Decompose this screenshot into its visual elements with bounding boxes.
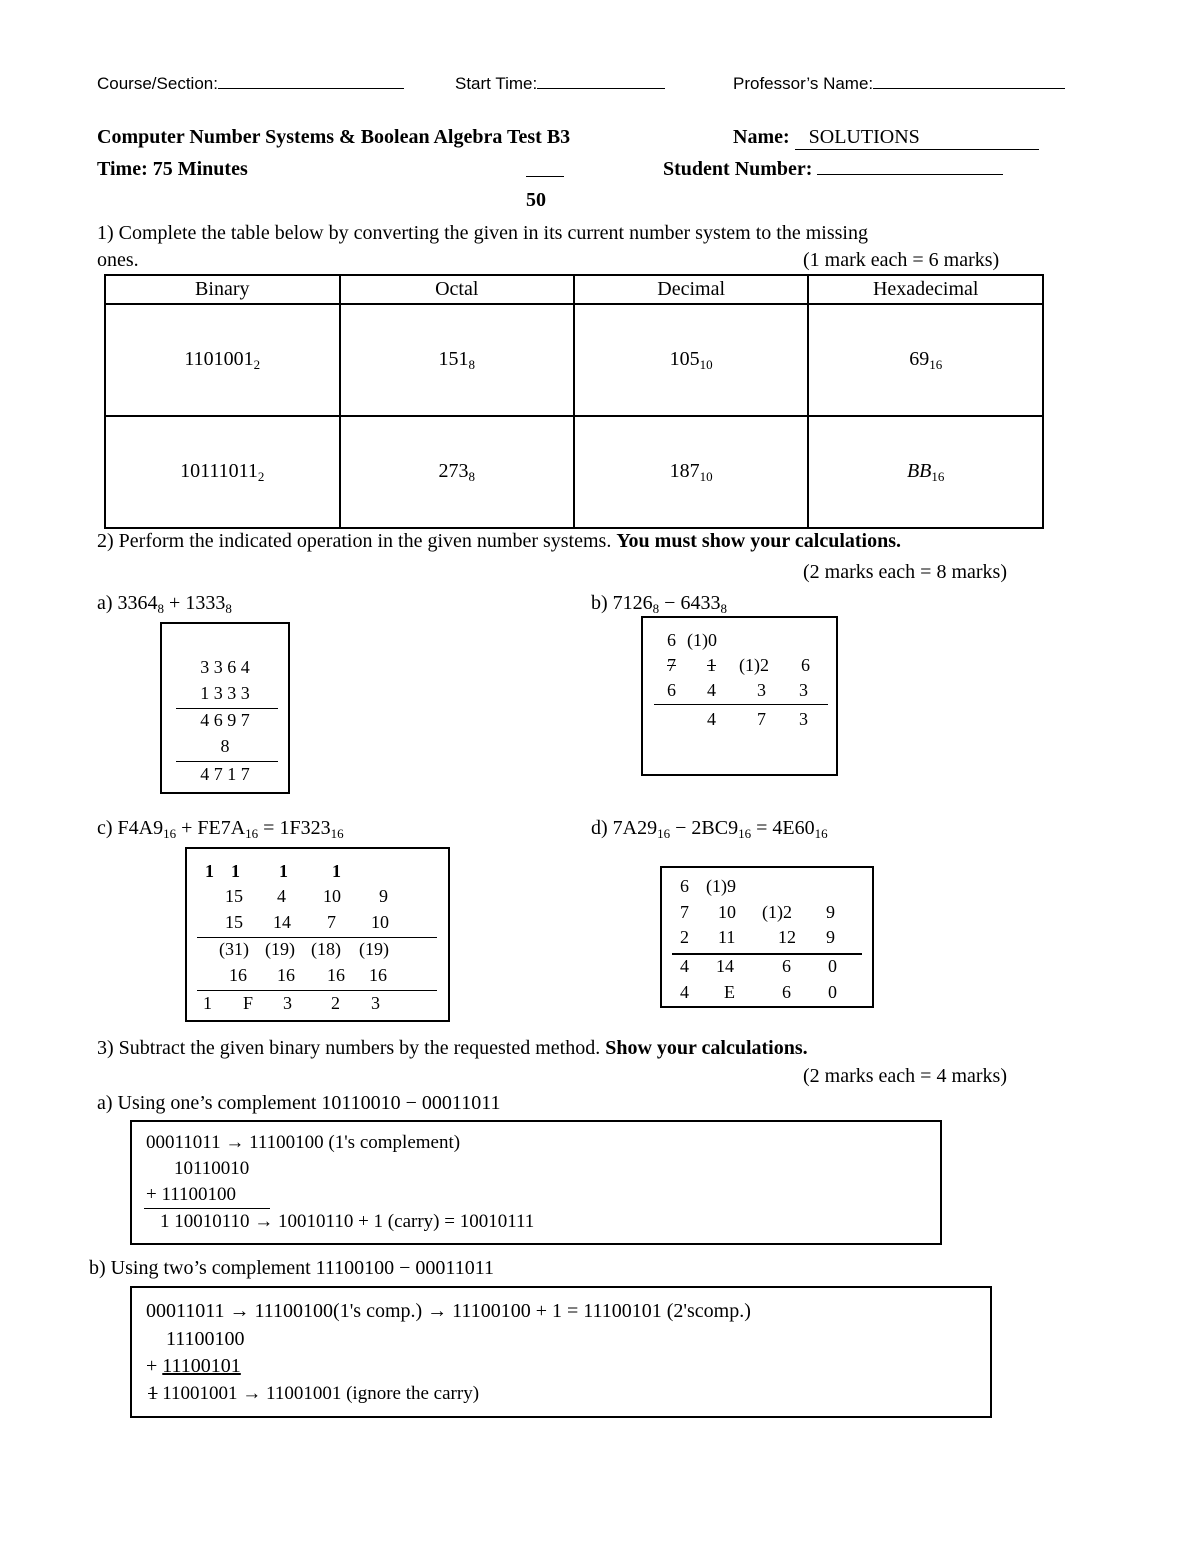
column-header-binary: Binary [105, 275, 340, 304]
q2d-digit: 9 [826, 927, 835, 947]
table-cell: $105_{10}$ [574, 304, 808, 416]
q3a-rule [144, 1208, 270, 1209]
q2c-base: 16 [229, 965, 247, 985]
q2c-work-box [185, 847, 450, 1022]
q2a-label: a) $3364_8 + 1333_8$ [97, 592, 232, 616]
q2d-digit: 4 [680, 956, 689, 976]
q3a-line: 10110010 [174, 1158, 250, 1179]
q2d-digit: 11 [718, 927, 736, 947]
q2c-digit: 15 [225, 912, 243, 932]
q2b-digit: 6 [801, 655, 810, 675]
name-field [733, 126, 1039, 150]
table-row [105, 304, 1043, 416]
q2c-base: 16 [277, 965, 295, 985]
q2c-result-digit: 3 [283, 993, 292, 1013]
q2c-carry: 1 [205, 861, 214, 881]
q3a-line: 00011011 → 11100100 (1's complement) [146, 1132, 461, 1153]
q2d-result-digit: 4 [680, 982, 689, 1002]
q2b-work-box [641, 616, 838, 776]
q2c-result-digit: 1 [203, 993, 212, 1013]
q3a-work-box [130, 1120, 942, 1245]
q2c-rule [197, 990, 437, 991]
q2d-rule [672, 953, 862, 955]
q2b-digit: 3 [757, 680, 766, 700]
student-number-blank[interactable] [817, 160, 1003, 175]
q2d-borrow: 6 [680, 876, 689, 896]
q2b-label: b) $7126_8 - 6433_8$ [591, 592, 727, 616]
q2c-digit: 4 [277, 886, 286, 906]
professor-name-blank[interactable] [873, 74, 1065, 89]
start-time-blank[interactable] [537, 74, 665, 89]
q2d-digit: 14 [716, 956, 734, 976]
q2a-line: 1 3 3 3 [200, 683, 250, 703]
q3b-line: + 11100101 [146, 1355, 241, 1377]
q2a-line: 8 [220, 736, 230, 756]
conversion-table [104, 274, 1044, 529]
q2c-base: 16 [369, 965, 387, 985]
q2c-carry: 1 [231, 861, 240, 881]
q2d-result-digit: 6 [782, 982, 791, 1002]
q2b-result-digit: 4 [707, 709, 716, 729]
q1-marks: (1 mark each = 6 marks) [803, 249, 1000, 271]
test-title: Computer Number Systems & Boolean Algebra Test B3 [97, 126, 571, 148]
q3b-line: 11100100 [166, 1328, 245, 1350]
student-number-field [663, 158, 1003, 181]
q2b-digit: 3 [799, 680, 808, 700]
course-section-label: Course/Section: [97, 74, 218, 93]
q2b-digit: (1)2 [739, 655, 769, 675]
q3-text: 3) Subtract the given binary numbers by the requested method. Show your calculations. [97, 1037, 808, 1059]
q2c-digit: 14 [273, 912, 291, 932]
score-blank[interactable] [526, 176, 564, 177]
q2b-digit: 4 [707, 680, 716, 700]
q2c-sum: (31) [219, 939, 249, 959]
q2d-digit: 9 [826, 902, 835, 922]
q2d-borrow: (1)9 [706, 876, 736, 896]
q2d-work-box [660, 866, 874, 1008]
table-cell: $BB_{16}$ [808, 416, 1043, 528]
time-limit: Time: 75 Minutes [97, 158, 248, 180]
column-header-hexadecimal: Hexadecimal [808, 275, 1043, 304]
q2b-result-digit: 7 [757, 709, 766, 729]
q2c-label: c) $F4A9_{16} + FE7A_{16} = 1F323_{16}$ [97, 817, 344, 841]
student-number-label: Student Number: [663, 158, 813, 180]
table-cell: $10111011_2$ [105, 416, 340, 528]
table-header-row [105, 275, 1043, 304]
q3b-label: b) Using two’s complement 11100100 − 00011011 [89, 1257, 494, 1279]
table-cell: $273_8$ [340, 416, 574, 528]
professor-name-field [733, 74, 1065, 94]
course-section-blank[interactable] [218, 74, 404, 89]
q1-text-line1: 1) Complete the table below by converting the given in its current number system to the missing [97, 222, 868, 244]
q2a-line: 4 6 9 7 [200, 710, 250, 730]
q2-text: 2) Perform the indicated operation in the given number systems. You must show your calculations. [97, 530, 902, 552]
q2b-digit: 7 [667, 655, 676, 675]
q3b-line: 00011011 → 11100100(1's comp.) → 11100100 + 1 = 11100101 (2'scomp.) [146, 1300, 751, 1322]
table-cell: $187_{10}$ [574, 416, 808, 528]
q2c-result-digit: 3 [371, 993, 380, 1013]
q2d-result-digit: E [724, 982, 735, 1002]
q2d-digit: 2 [680, 927, 689, 947]
q2c-digit: 7 [327, 912, 336, 932]
column-header-octal: Octal [340, 275, 574, 304]
q2c-result-digit: F [243, 993, 254, 1013]
q3a-line: + 11100100 [146, 1184, 237, 1205]
q3b-line: 1 11001001 → 11001001 (ignore the carry) [148, 1383, 480, 1404]
q3b-work-box [130, 1286, 992, 1418]
q2c-digit: 15 [225, 886, 243, 906]
q2c-sum: (19) [359, 939, 389, 959]
q2a-rule [176, 761, 278, 762]
course-section-field [97, 74, 404, 94]
column-header-decimal: Decimal [574, 275, 808, 304]
q2d-digit: 0 [828, 956, 837, 976]
q2b-digit: 1 [707, 655, 716, 675]
q2c-digit: 10 [323, 886, 341, 906]
total-marks: 50 [526, 189, 546, 211]
q2c-rule [197, 937, 437, 938]
q2d-label: d) $7A29_{16} - 2BC9_{16} = 4E60_{16}$ [591, 817, 828, 841]
name-value[interactable]: SOLUTIONS [795, 126, 1039, 150]
q2a-line: 3 3 6 4 [200, 657, 250, 677]
q2c-sum: (19) [265, 939, 295, 959]
q2a-work-box [160, 622, 290, 794]
q3a-label: a) Using one’s complement 10110010 − 00011011 [97, 1092, 501, 1114]
q1-text-line2: ones. [97, 249, 139, 271]
q2-marks: (2 marks each = 8 marks) [803, 561, 1007, 583]
start-time-field [455, 74, 665, 94]
professor-name-label: Professor’s Name: [733, 74, 874, 93]
q2c-base: 16 [327, 965, 345, 985]
q3-marks: (2 marks each = 4 marks) [803, 1065, 1007, 1087]
q2d-digit: (1)2 [762, 902, 792, 922]
q2b-digit: 6 [667, 680, 676, 700]
q2c-sum: (18) [311, 939, 341, 959]
q2c-result-digit: 2 [331, 993, 340, 1013]
table-cell: $1101001_2$ [105, 304, 340, 416]
q2b-borrow: (1)0 [687, 630, 717, 650]
q2c-digit: 10 [371, 912, 389, 932]
q2b-rule [654, 704, 828, 705]
start-time-label: Start Time: [455, 74, 538, 93]
q2d-result-digit: 0 [828, 982, 837, 1002]
q2d-digit: 12 [778, 927, 796, 947]
q2d-digit: 6 [782, 956, 791, 976]
q3a-line: 1 10010110 → 10010110 + 1 (carry) = 10010111 [160, 1211, 535, 1232]
q2c-carry: 1 [332, 861, 341, 881]
q2c-carry: 1 [279, 861, 288, 881]
table-row [105, 416, 1043, 528]
table-cell: $69_{16}$ [808, 304, 1043, 416]
name-label: Name: [733, 126, 790, 148]
q2c-digit: 9 [379, 886, 388, 906]
q2d-digit: 10 [718, 902, 736, 922]
q2a-rule [176, 708, 278, 709]
q2b-borrow: 6 [667, 630, 676, 650]
q2a-line: 4 7 1 7 [200, 764, 250, 784]
table-cell: $151_8$ [340, 304, 574, 416]
q2b-result-digit: 3 [799, 709, 808, 729]
q2d-digit: 7 [680, 902, 689, 922]
